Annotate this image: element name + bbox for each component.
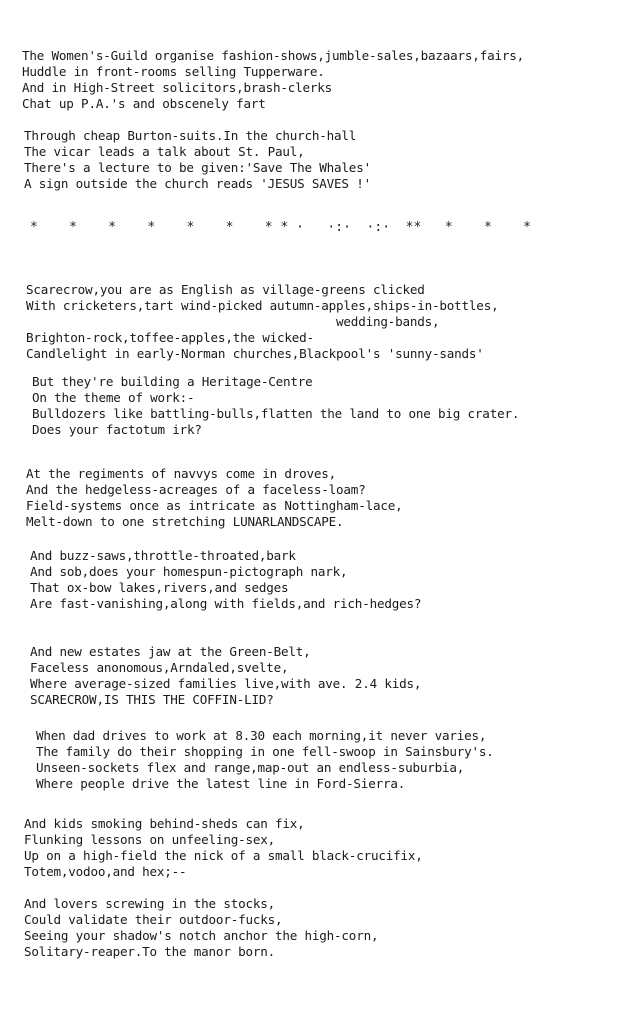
poem-line: Totem,vodoo,and hex;-- [24, 864, 187, 879]
poem-line: Through cheap Burton-suits.In the church-hall [24, 128, 357, 143]
poem-line: With cricketers,tart wind-picked autumn-apples,ships-in-bottles, [26, 298, 499, 313]
poem-line: Scarecrow,you are as English as village-greens clicked [26, 282, 425, 297]
poem-line: And kids smoking behind-sheds can fix, [24, 816, 305, 831]
poem-line: The vicar leads a talk about St. Paul, [24, 144, 305, 159]
poem-line: Up on a high-field the nick of a small black-crucifix, [24, 848, 423, 863]
poem-line: On the theme of work:- [32, 390, 195, 405]
poem-line: There's a lecture to be given:'Save The Whales' [24, 160, 371, 175]
poem-line: Bulldozers like battling-bulls,flatten the land to one big crater. [32, 406, 520, 421]
poem-line: wedding-bands, [26, 314, 440, 329]
poem-line: And new estates jaw at the Green-Belt, [30, 644, 311, 659]
section-divider: * * * * * * * * · ·:· ·:· ** * * * [30, 220, 531, 235]
poem-line: Solitary-reaper.To the manor born. [24, 944, 275, 959]
poem-line: Faceless anonomous,Arndaled,svelte, [30, 660, 289, 675]
poem-line: Where people drive the latest line in Ford-Sierra. [36, 776, 406, 791]
poem-line: Field-systems once as intricate as Nottingham-lace, [26, 498, 403, 513]
poem-line: A sign outside the church reads 'JESUS SAVES !' [24, 176, 371, 191]
poem-line: When dad drives to work at 8.30 each morning,it never varies, [36, 728, 487, 743]
poem-line: And buzz-saws,throttle-throated,bark [30, 548, 296, 563]
poem-line: Could validate their outdoor-fucks, [24, 912, 283, 927]
poem-line: And lovers screwing in the stocks, [24, 896, 275, 911]
poem-line: The Women's-Guild organise fashion-shows,jumble-sales,bazaars,fairs, [22, 48, 524, 63]
poem-line: Brighton-rock,toffee-apples,the wicked- [26, 330, 314, 345]
poem-line: And the hedgeless-acreages of a faceless-loam? [26, 482, 366, 497]
poem-line: Are fast-vanishing,along with fields,and rich-hedges? [30, 596, 422, 611]
poem-line: Huddle in front-rooms selling Tupperware. [22, 64, 325, 79]
poem-line: Does your factotum irk? [32, 422, 202, 437]
poem-line: And in High-Street solicitors,brash-clerks [22, 80, 333, 95]
poem-line: Seeing your shadow's notch anchor the high-corn, [24, 928, 379, 943]
poem-line: At the regiments of navvys come in droves, [26, 466, 337, 481]
poem-line: Chat up P.A.'s and obscenely fart [22, 96, 266, 111]
poem-line: SCARECROW,IS THIS THE COFFIN-LID? [30, 692, 274, 707]
poem-line: Where average-sized families live,with ave. 2.4 kids, [30, 676, 422, 691]
poem-line: The family do their shopping in one fell-swoop in Sainsbury's. [36, 744, 494, 759]
poem-line: And sob,does your homespun-pictograph nark, [30, 564, 348, 579]
poem-line: Melt-down to one stretching LUNARLANDSCAPE. [26, 514, 344, 529]
poem-line: Flunking lessons on unfeeling-sex, [24, 832, 275, 847]
poem-line: Unseen-sockets flex and range,map-out an endless-suburbia, [36, 760, 465, 775]
poem-line: That ox-bow lakes,rivers,and sedges [30, 580, 289, 595]
poem-line: But they're building a Heritage-Centre [32, 374, 313, 389]
poem-line: Candlelight in early-Norman churches,Blackpool's 'sunny-sands' [26, 346, 484, 361]
